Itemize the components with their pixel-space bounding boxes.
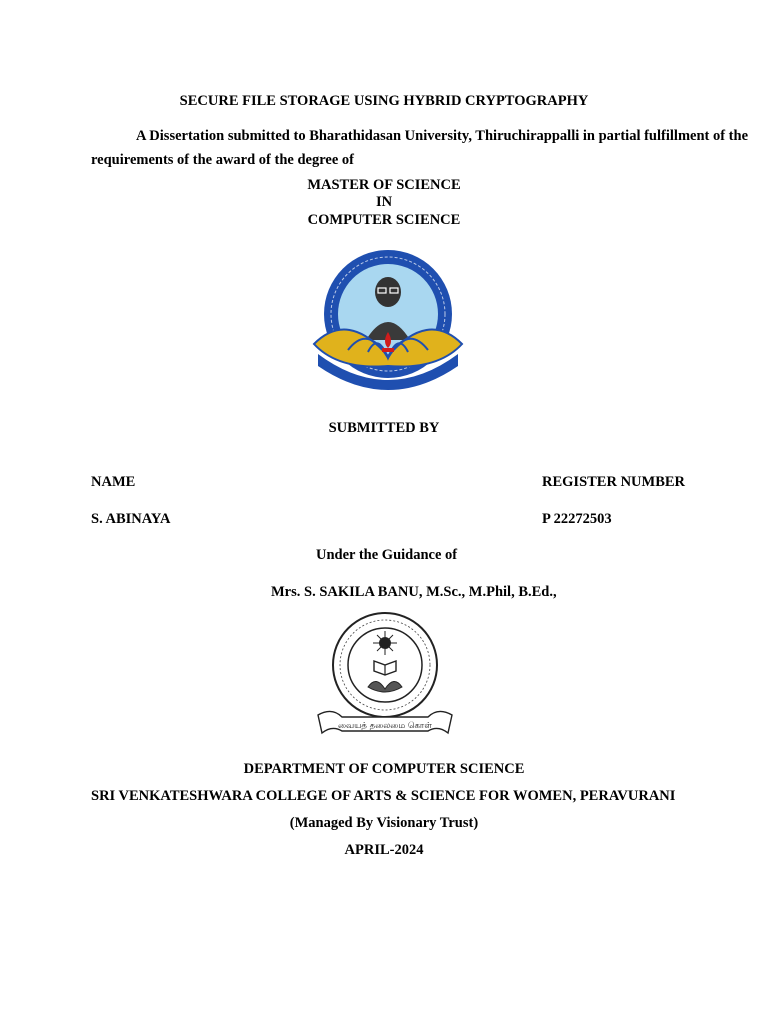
degree-line-1: MASTER OF SCIENCE xyxy=(307,177,461,193)
department-name: DEPARTMENT OF COMPUTER SCIENCE xyxy=(243,761,525,777)
name-header: NAME xyxy=(91,474,136,490)
degree-line-3: COMPUTER SCIENCE xyxy=(307,212,461,228)
managing-trust: (Managed By Visionary Trust) xyxy=(289,815,479,831)
guidance-label: Under the Guidance of xyxy=(316,547,458,563)
submitted-by-heading: SUBMITTED BY xyxy=(328,420,440,436)
university-emblem-logo xyxy=(308,248,468,400)
register-number-header: REGISTER NUMBER xyxy=(542,474,686,490)
register-number: P 22272503 xyxy=(542,511,612,527)
intro-line-2: requirements of the award of the degree of xyxy=(91,152,354,168)
document-title: SECURE FILE STORAGE USING HYBRID CRYPTOGRAPHY xyxy=(179,93,589,109)
submission-date: APRIL-2024 xyxy=(344,842,424,858)
guide-name: Mrs. S. SAKILA BANU, M.Sc., M.Phil, B.Ed., xyxy=(271,584,557,600)
degree-line-2: IN xyxy=(375,194,393,210)
college-emblem-logo xyxy=(312,607,458,743)
college-name: SRI VENKATESHWARA COLLEGE OF ARTS & SCIENCE FOR WOMEN, PERAVURANI xyxy=(91,788,676,804)
student-name: S. ABINAYA xyxy=(91,511,171,527)
college-motto: வையத் தலைமை கொள் xyxy=(337,721,433,731)
intro-line-1: A Dissertation submitted to Bharathidasan University, Thiruchirappalli in partial fulfillment of the xyxy=(136,128,749,144)
